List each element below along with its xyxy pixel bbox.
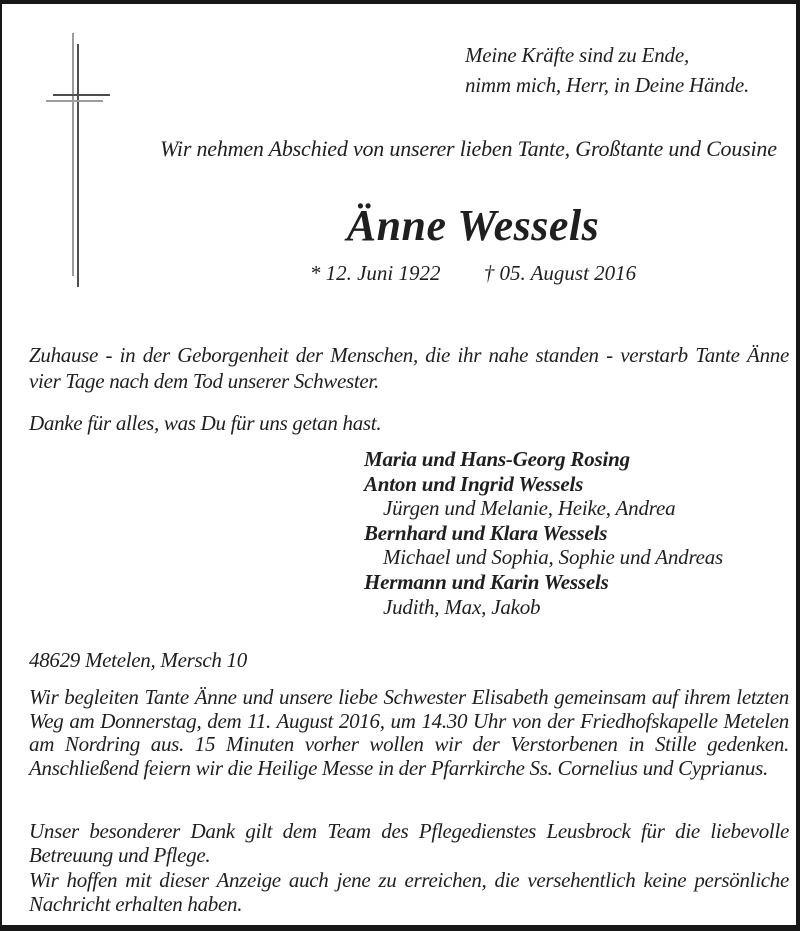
thanks-to-deceased: Danke für alles, was Du für uns getan hast. [29,411,382,435]
epitaph-verse-line2: nimm mich, Herr, in Deine Hände. [465,73,750,97]
mourner-line: Jürgen und Melanie, Heike, Andrea [383,496,676,521]
acknowledgement-paragraph: Unser besonderer Dank gilt dem Team des Pflegedienstes Leusbrock für die liebevolle Betreuung und Pflege. [29,819,789,867]
mourner-line: Judith, Max, Jakob [383,594,541,619]
funeral-information: Wir begleiten Tante Änne und unsere liebe Schwester Elisabeth gemeinsam auf ihrem letzten Weg am Donnerstag, dem 11. August 2016, um 14.30 Uhr von der Friedhofskapelle Metelen am Nordring aus. 15 Minuten vorher wollen wir der Verstorbenen in Stille gedenken. Anschließend feiern wir die Heilige Messe in der Pfarrkirche Ss. Cornelius und Cyprianus. [29,685,789,781]
birth-date: * 12. Juni 1922 [309,261,441,285]
epitaph-verse [465,40,749,100]
cross-horizontal-dark [53,94,110,96]
farewell-intro: Wir nehmen Abschied von unserer lieben Tante, Großtante und Cousine [160,136,777,161]
mourner-line: Hermann und Karin Wessels [364,569,609,594]
epitaph-verse-line1: Meine Kräfte sind zu Ende, [465,43,690,67]
cross-vertical-dark [77,44,79,287]
cross-horizontal-light [46,100,103,102]
life-dates [160,261,786,286]
mourner-line: Bernhard und Klara Wessels [364,520,608,545]
deceased-name: Änne Wessels [346,201,600,250]
family-address: 48629 Metelen, Mersch 10 [29,648,247,672]
mourner-line: Michael und Sophia, Sophie und Andreas [383,545,724,570]
cross-vertical-light [72,33,74,276]
mourner-line: Maria und Hans-Georg Rosing [364,447,630,471]
mourners-list [364,447,723,619]
obituary-paragraph: Zuhause - in der Geborgenheit der Menschen, die ihr nahe standen - verstarb Tante Änne vier Tage nach dem Tod unserer Schwester. [29,343,789,393]
closing-note: Wir hoffen mit dieser Anzeige auch jene zu erreichen, die versehentlich keine persönliche Nachricht erhalten haben. [29,868,789,916]
mourner-line: Anton und Ingrid Wessels [364,471,584,496]
death-date: † 05. August 2016 [483,261,637,285]
